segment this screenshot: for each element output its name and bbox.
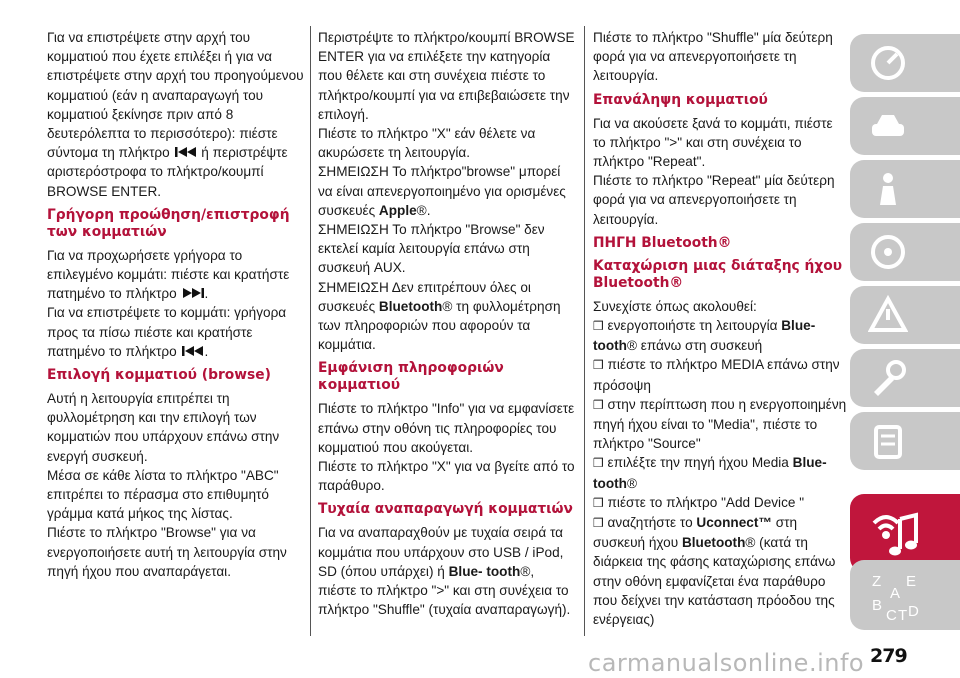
text: ® επάνω στη συσκευή — [626, 338, 763, 354]
paragraph — [47, 28, 305, 201]
side-tab-index[interactable] — [850, 560, 960, 630]
svg-text:Z: Z — [872, 573, 882, 590]
side-tab-steering[interactable] — [850, 223, 960, 281]
paragraph: Συνεχίστε όπως ακολουθεί: — [593, 298, 757, 314]
side-tab-warning[interactable] — [850, 286, 960, 344]
list-item — [593, 453, 848, 492]
paragraph: Για να ακούσετε ξανά το κομμάτι, πιέστε το πλήκτρο ">" και στη συνέχεια το πλήκτρο "Repeat". — [593, 115, 833, 170]
section-heading: ΠΗΓΗ Bluetooth® — [593, 234, 732, 251]
text: στην περίπτωση που η ενεργοποιημένη πηγή ήχου είναι το "Media", πιέστε το πλήκτρο "Source" — [593, 396, 847, 452]
text: Για να αναπαραχθούν με τυχαία σειρά τα κομμάτια που υπάρχουν στο USB / iPod, SD (όπου υπάρχει) ή — [318, 525, 564, 579]
paragraph: Πιέστε το πλήκτρο "Info" για να εμφανίσετε επάνω στην οθόνη τις πληροφορίες του κομματιού που ακούγεται. — [318, 401, 575, 455]
paragraph: Πιέστε το πλήκτρο "X" εάν θέλετε να ακυρώσετε τη λειτουργία. — [318, 126, 536, 161]
list-item — [593, 355, 848, 394]
brand-text: Apple — [378, 202, 417, 218]
paragraph: Πιέστε το πλήκτρο "X" για να βγείτε από το παράθυρο. — [318, 459, 575, 494]
text: . — [204, 286, 209, 302]
paragraph — [47, 246, 305, 304]
brand-text: Bluetooth — [681, 535, 746, 551]
checkbox-bullet-icon: ❒ — [593, 397, 604, 412]
paragraph: ΣΗΜΕΙΩΣΗ Το πλήκτρο "Browse" δεν εκτελεί καμία λειτουργία επάνω στη συσκευή AUX. — [318, 222, 545, 276]
checkbox-bullet-icon: ❒ — [593, 358, 604, 373]
paragraph — [593, 533, 848, 629]
paragraph: Περιστρέψτε το πλήκτρο/κουμπί BROWSE ENTER για να επιλέξετε την κατηγορία που θέλετε και στη συνέχεια πιέστε το πλήκτρο/κουμπί για να επιβεβαιώσετε την επιλογή. — [318, 30, 575, 122]
paragraph — [318, 162, 576, 220]
section-heading: Επανάληψη κομματιού — [593, 91, 768, 108]
section-heading: Γρήγορη προώθηση/επιστροφή των κομματιών — [47, 206, 290, 240]
paragraph: Αυτή η λειτουργία επιτρέπει τη φυλλομέτρηση και την επιλογή των κομματιών που υπάρχουν επάνω στην ενεργή συσκευή. — [47, 391, 280, 464]
text: συσκευή ήχου — [593, 535, 679, 551]
checkbox-bullet-icon: ❒ — [593, 319, 604, 334]
text: ΣΗΜΕΙΩΣΗ Το πλήκτρο"browse" μπορεί να είναι απενεργοποιημένο για ορισμένες συσκευές — [318, 164, 566, 218]
car-icon — [868, 106, 908, 146]
section-heading: Καταχώριση μιας διάταξης ήχου Bluetooth® — [593, 257, 843, 291]
list-item — [593, 395, 848, 454]
column-3 — [593, 28, 848, 629]
page-number: 279 — [870, 645, 907, 667]
side-tab-service[interactable] — [850, 349, 960, 407]
svg-text:A: A — [890, 585, 901, 602]
side-tab-dashboard[interactable] — [850, 34, 960, 92]
text: ®. — [416, 202, 431, 218]
brand-text: Bluetooth — [378, 298, 443, 314]
text: ® (κατά τη διάρκεια της φάσης καταχώρισης επάνω στην οθόνη εμφανίζεται ένα παράθυρο που δείχνει την κατάσταση πρόοδου της ενέργειας) — [593, 535, 836, 628]
text: Για να επιστρέψετε το κομμάτι: γρήγορα προς τα πίσω πιέστε και κρατήστε πατημένο το πλήκτρο — [47, 305, 287, 359]
text: ® τη φυλλομέτρηση των πληροφοριών που αφορούν τα κομμάτια. — [318, 298, 561, 353]
column-2 — [318, 28, 576, 619]
column-divider — [584, 26, 585, 636]
side-tab-safety[interactable] — [850, 160, 960, 218]
text: πιέστε το πλήκτρο "Add Device " — [607, 494, 805, 510]
text: Για να προχωρήσετε γρήγορα το επιλεγμένο κομμάτι: πιέστε και κρατήστε πατημένο το πλήκτρο — [47, 247, 290, 302]
warning-icon — [868, 295, 908, 335]
brand-text: Blue- tooth — [593, 455, 827, 491]
text: ®, πιέστε το πλήκτρο ">" και στη συνέχεια το πλήκτρο "Shuffle" (τυχαία αναπαραγωγή). — [318, 563, 571, 618]
list-item — [593, 493, 848, 513]
text: Για να επιστρέψετε στην αρχή του κομματιού που έχετε επιλέξει ή για να επιστρέψετε στην αρχή του προηγούμενου κομματιού (εάν η αναπαραγωγή του κομματιού ξεκίνησε πριν από 8 δευτερόλεπτα το περισσότερο): πιέστε σύντομα τη πλήκτρο — [47, 30, 304, 161]
service-icon — [868, 358, 908, 398]
column-divider — [310, 26, 311, 636]
svg-text:T: T — [898, 607, 908, 622]
watermark: carmanualsonline.info — [588, 649, 865, 677]
paragraph: Μέσα σε κάθε λίστα το πλήκτρο "ABC" επιτρέπει το πέρασμα στο επιθυμητό γράμμα κατά μήκος της λίστας. — [47, 467, 279, 522]
steering-icon — [868, 232, 908, 272]
checkbox-bullet-icon: ❒ — [593, 456, 604, 471]
text: ή περιστρέψτε αριστερόστροφα το πλήκτρο/κουμπί BROWSE ENTER. — [47, 145, 288, 199]
previous-track-icon — [174, 146, 198, 158]
side-tab-car[interactable] — [850, 97, 960, 155]
paragraph: Πιέστε το πλήκτρο "Browse" για να ενεργοποιήσετε αυτή τη λειτουργία στην πηγή ήχου που αναπαράγεται. — [47, 525, 287, 579]
section-heading: Επιλογή κομματιού (browse) — [47, 367, 271, 384]
column-1 — [47, 28, 305, 581]
brand-text: Uconnect™ — [696, 515, 772, 531]
next-track-icon — [181, 287, 205, 299]
safety-icon — [868, 169, 908, 209]
previous-track-icon — [181, 345, 205, 357]
paragraph: Πιέστε το πλήκτρο "Repeat" μία δεύτερη φορά για να απενεργοποιήσετε τη λειτουργία. — [593, 173, 835, 227]
text: ® — [626, 475, 637, 491]
text: . — [204, 343, 209, 359]
section-heading: Τυχαία αναπαραγωγή κομματιών — [318, 501, 573, 518]
dashboard-icon — [868, 43, 908, 83]
text: αναζητήστε το — [607, 515, 693, 531]
checkbox-bullet-icon: ❒ — [593, 495, 604, 510]
svg-text:D: D — [908, 603, 919, 620]
paragraph — [318, 523, 576, 619]
text: ΣΗΜΕΙΩΣΗ Δεν επιτρέπουν όλες οι συσκευές — [318, 279, 531, 314]
multimedia-icon — [868, 505, 924, 561]
text: ενεργοποιήστε τη λειτουργία — [607, 318, 778, 334]
text: πιέστε το πλήκτρο MEDIA επάνω στην πρόσοψη — [593, 357, 840, 393]
svg-text:B: B — [872, 597, 883, 614]
text: επιλέξτε την πηγή ήχου Media — [607, 455, 789, 471]
specs-icon — [868, 421, 908, 461]
checkbox-bullet-icon: ❒ — [593, 516, 604, 531]
paragraph — [318, 278, 576, 355]
paragraph: Πιέστε το πλήκτρο "Shuffle" μία δεύτερη φορά για να απενεργοποιήσετε τη λειτουργία. — [593, 30, 833, 84]
list-item — [593, 513, 848, 533]
paragraph — [47, 303, 305, 361]
index-icon — [868, 566, 928, 622]
brand-text: Blue- tooth — [448, 563, 521, 579]
text: στη — [775, 515, 798, 531]
svg-text:C: C — [886, 607, 897, 622]
svg-text:E: E — [906, 573, 917, 590]
brand-text: Blue- tooth — [593, 318, 816, 354]
section-heading: Εμφάνιση πληροφοριών κομματιού — [318, 360, 504, 394]
side-tab-specs[interactable] — [850, 412, 960, 470]
list-item — [593, 316, 848, 355]
